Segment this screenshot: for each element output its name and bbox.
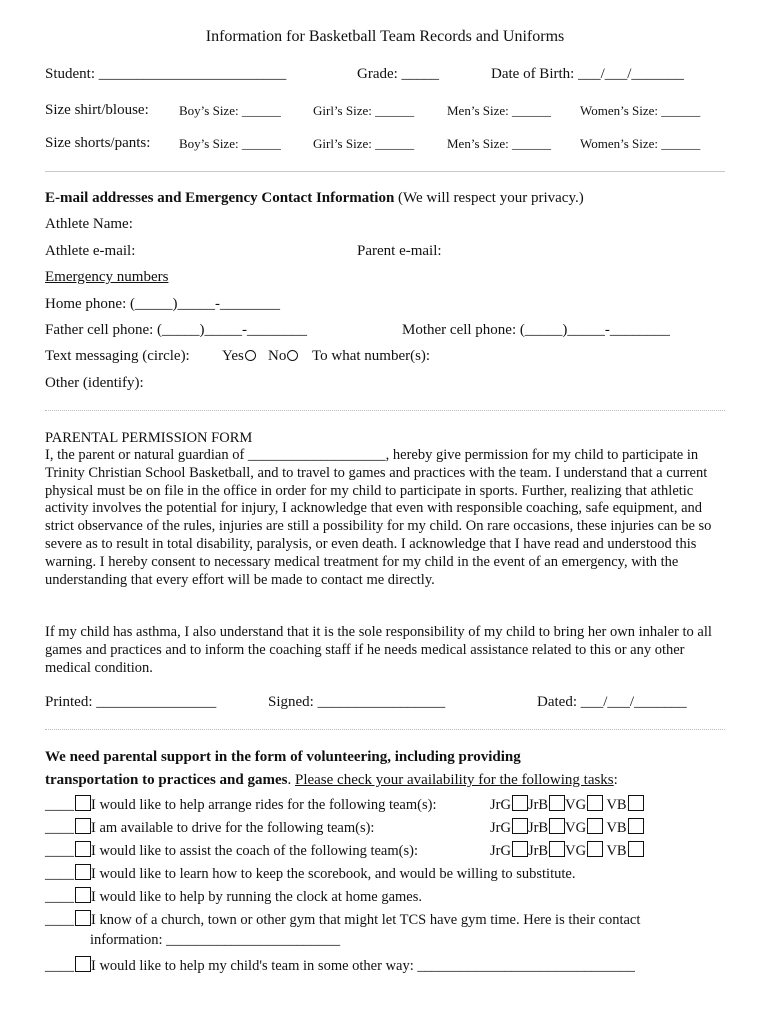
asthma-text: If my child has asthma, I also understand that it is the sole responsibility of my child to bring her own inhaler to all games and practices and to inform the coaching staff if he needs medical assistance related to this or any other medical condition.: [45, 624, 712, 676]
checkbox-icon[interactable]: [75, 887, 91, 903]
shorts-size-label: Size shorts/pants:: [45, 135, 151, 151]
volunteer-item-clock: [45, 887, 422, 906]
team-options-drive: [490, 818, 644, 837]
blank-line: ____: [45, 797, 74, 813]
volunteer-heading-period: .: [287, 772, 292, 788]
item-label: I would like to learn how to keep the scorebook, and would be willing to substitute.: [91, 866, 576, 882]
volunteer-item-coach: [45, 841, 418, 860]
dated-field[interactable]: Dated: ___/___/_______: [537, 694, 687, 710]
item-label: I know of a church, town or other gym that might let TCS have gym time. Here is their contact: [91, 912, 641, 928]
checkbox-icon[interactable]: [75, 841, 91, 857]
blank-line: ____: [45, 866, 74, 882]
checkbox-icon[interactable]: [75, 910, 91, 926]
athlete-email-field[interactable]: Athlete e-mail:: [45, 243, 136, 259]
team-vg-label: VG: [565, 797, 587, 813]
printed-field[interactable]: Printed: ________________: [45, 694, 217, 710]
jrb-checkbox-icon[interactable]: [549, 841, 565, 857]
jrg-checkbox-icon[interactable]: [512, 841, 528, 857]
team-jrg-label: JrG: [490, 820, 511, 836]
shirt-womens-size[interactable]: Women’s Size: ______: [580, 103, 701, 118]
team-jrb-label: JrB: [527, 843, 549, 859]
volunteer-item-rides: [45, 795, 436, 814]
yes-radio-icon[interactable]: [245, 350, 256, 361]
divider: [45, 410, 725, 411]
father-cell-field[interactable]: Father cell phone: (_____)_____-________: [45, 322, 308, 338]
shorts-mens-size[interactable]: Men’s Size: ______: [447, 136, 551, 151]
volunteer-item-other: [45, 956, 635, 975]
jrb-checkbox-icon[interactable]: [549, 795, 565, 811]
permission-heading: PARENTAL PERMISSION FORM: [45, 430, 253, 446]
mother-cell-field[interactable]: Mother cell phone: (_____)_____-________: [402, 322, 670, 338]
divider: [45, 729, 725, 730]
checkbox-icon[interactable]: [75, 864, 91, 880]
shirt-mens-size[interactable]: Men’s Size: ______: [447, 103, 551, 118]
team-jrg-label: JrG: [490, 843, 511, 859]
permission-paragraph: [45, 447, 725, 589]
other-contact-field[interactable]: Other (identify):: [45, 375, 144, 391]
blank-line: ____: [45, 843, 74, 859]
checkbox-icon[interactable]: [75, 795, 91, 811]
jrg-checkbox-icon[interactable]: [512, 795, 528, 811]
blank-line: ____: [45, 820, 74, 836]
shirt-boys-size[interactable]: Boy’s Size: ______: [179, 103, 281, 118]
team-jrg-label: JrG: [490, 797, 511, 813]
volunteer-heading-bold: transportation to practices and games: [45, 772, 288, 788]
vg-checkbox-icon[interactable]: [587, 841, 603, 857]
availability-instruction: Please check your availability for the following tasks: [294, 772, 614, 788]
contact-heading-note: (We will respect your privacy.): [394, 190, 584, 206]
item-label: I would like to help my child's team in some other way: ______________________________: [91, 958, 635, 974]
team-vg-label: VG: [565, 820, 587, 836]
permission-text: I, the parent or natural guardian of ___________________, hereby give permission for my child to participate in Trinity Christian School Basketball, and to travel to games and practices with the team. I understand that a current physical must be on file in the office in order for my child to participate in sports. Further, realizing that athletic activity involves the potential for injury, I acknowledge that even with responsible coaching, safe equipment, and strict observance of the rules, injuries are still a possibility for my child. On rare occasions, these injuries can be so severe as to result in total disability, paralysis, or even death. I acknowledge that I have read and understood this warning. I hereby consent to necessary medical treatment for my child in the event of an emergency, with the understanding that every effort will be made to contact me directly.: [45, 447, 712, 588]
vg-checkbox-icon[interactable]: [587, 795, 603, 811]
blank-line: ____: [45, 889, 74, 905]
parent-email-field[interactable]: Parent e-mail:: [357, 243, 442, 259]
volunteer-item-scorebook: [45, 864, 575, 883]
volunteer-heading-colon: :: [613, 772, 618, 788]
text-no-label: No: [268, 348, 287, 364]
shorts-womens-size[interactable]: Women’s Size: ______: [580, 136, 701, 151]
team-vb-label: VB: [606, 797, 627, 813]
item-label: I would like to help arrange rides for the following team(s):: [91, 797, 437, 813]
jrg-checkbox-icon[interactable]: [512, 818, 528, 834]
blank-line: ____: [45, 912, 74, 928]
shirt-size-label: Size shirt/blouse:: [45, 102, 149, 118]
text-number-field[interactable]: To what number(s):: [312, 348, 431, 364]
athlete-name-field[interactable]: Athlete Name:: [45, 216, 133, 232]
text-yes-label: Yes: [222, 348, 244, 364]
text-messaging-label: Text messaging (circle):: [45, 348, 190, 364]
item-label: I would like to help by running the clock at home games.: [91, 889, 423, 905]
team-jrb-label: JrB: [527, 797, 549, 813]
shirt-girls-size[interactable]: Girl’s Size: ______: [313, 103, 415, 118]
text-no-option[interactable]: [268, 348, 298, 365]
shorts-boys-size[interactable]: Boy’s Size: ______: [179, 136, 281, 151]
student-field[interactable]: Student: _________________________: [45, 66, 287, 82]
team-jrb-label: JrB: [527, 820, 549, 836]
vg-checkbox-icon[interactable]: [587, 818, 603, 834]
divider: [45, 171, 725, 172]
item-label: I am available to drive for the following team(s):: [91, 820, 375, 836]
jrb-checkbox-icon[interactable]: [549, 818, 565, 834]
volunteer-item-drive: [45, 818, 374, 837]
volunteer-heading-2: [45, 772, 618, 789]
emergency-heading: Emergency numbers: [45, 269, 169, 285]
checkbox-icon[interactable]: [75, 818, 91, 834]
volunteer-heading: We need parental support in the form of volunteering, including providing: [45, 749, 521, 765]
page-title: Information for Basketball Team Records and Uniforms: [205, 28, 565, 45]
no-radio-icon[interactable]: [287, 350, 298, 361]
team-vb-label: VB: [606, 820, 627, 836]
team-vg-label: VG: [565, 843, 587, 859]
gym-info-field[interactable]: information: ________________________: [90, 932, 341, 948]
vb-checkbox-icon[interactable]: [628, 795, 644, 811]
shorts-girls-size[interactable]: Girl’s Size: ______: [313, 136, 415, 151]
team-options-coach: [490, 841, 644, 860]
text-yes-option[interactable]: [222, 348, 256, 365]
team-options-rides: [490, 795, 644, 814]
home-phone-field[interactable]: Home phone: (_____)_____-________: [45, 296, 280, 312]
contact-heading: [45, 190, 584, 207]
volunteer-item-gym: [45, 910, 640, 929]
contact-heading-bold: E-mail addresses and Emergency Contact Information: [45, 190, 395, 206]
grade-field[interactable]: Grade: _____: [357, 66, 440, 82]
dob-field[interactable]: Date of Birth: ___/___/_______: [491, 66, 684, 82]
vb-checkbox-icon[interactable]: [628, 818, 644, 834]
checkbox-icon[interactable]: [75, 956, 91, 972]
signed-field[interactable]: Signed: _________________: [268, 694, 446, 710]
blank-line: ____: [45, 958, 74, 974]
vb-checkbox-icon[interactable]: [628, 841, 644, 857]
asthma-paragraph: [45, 624, 725, 677]
item-label: I would like to assist the coach of the following team(s):: [91, 843, 418, 859]
team-vb-label: VB: [606, 843, 627, 859]
